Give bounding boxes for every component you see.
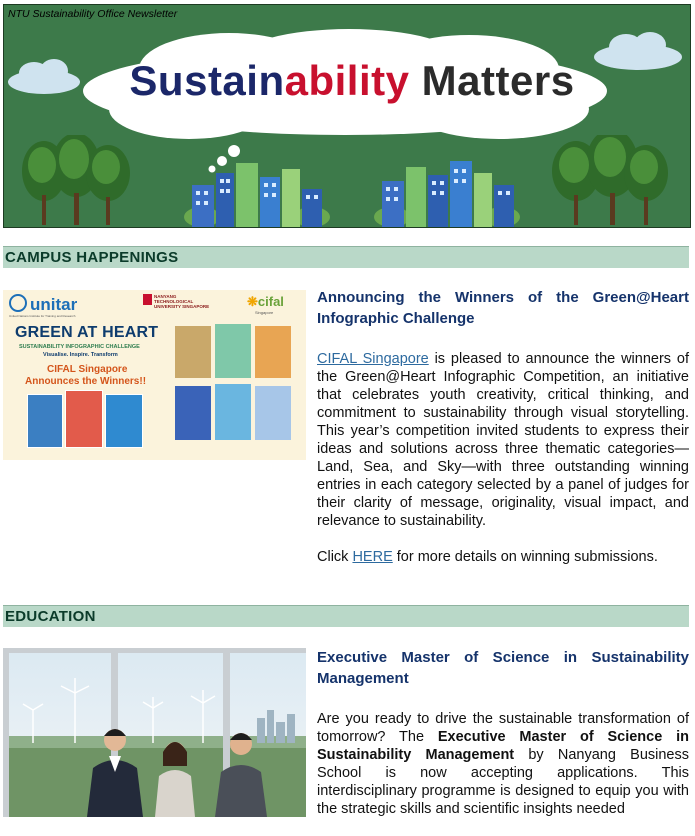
article-green-at-heart xyxy=(317,287,689,584)
title-part-matters: Matters xyxy=(409,57,575,104)
infographic-thumb xyxy=(255,326,291,378)
here-link[interactable]: HERE xyxy=(352,549,393,565)
cifal-logo: ❋cifal xyxy=(247,294,284,309)
cifal-singapore-link[interactable]: CIFAL Singapore xyxy=(317,351,429,367)
article-title: Executive Master of Science in Sustainability Management xyxy=(317,649,689,687)
infographic-thumb xyxy=(215,324,251,378)
article-executive-master xyxy=(317,647,689,836)
newsletter-banner xyxy=(3,4,691,228)
article-body: CIFAL Singapore is pleased to announce the winners of the Green@Heart Infographic Competition, an initiative that celebrates youth creativity, critical thinking, and commitment to sustainability through visual storytelling. This year’s competition invited students to express their ideas and solutions across three thematic categories—Land, Sea, and Sky—with three outstanding winning entries in each category selected by a panel of judges for their clarity of message, originality, visual impact, and relevance to sustainability. xyxy=(317,351,689,529)
programme-name: Executive Master of Science in Sustainability Management xyxy=(317,729,690,763)
unitar-subtitle: United Nations Institute for Training and Research xyxy=(9,314,76,318)
ntu-logo: NANYANG TECHNOLOGICAL UNIVERSITY SINGAPORE xyxy=(143,294,213,309)
trees-left-icon xyxy=(16,135,136,227)
poster-announce-line2: Announces the Winners!! xyxy=(25,376,147,387)
infographic-thumb xyxy=(215,384,251,440)
title-part-sustain: Sustain xyxy=(129,57,285,104)
ntu-crest-icon xyxy=(143,294,152,305)
trees-right-icon xyxy=(546,135,672,227)
unitar-logo: unitar xyxy=(9,294,77,315)
article-body: Are you ready to drive the sustainable transformation of tomorrow? The Executive Master of Science in Sustainability Management by Nanyang Business School is now accepting applications. This interdisciplinary programme is designed to equip you with the strategic skills and scientific insights needed xyxy=(317,711,690,817)
banner-title xyxy=(112,57,592,105)
infographic-thumb xyxy=(105,394,143,448)
poster-tagline: Visualise. Inspire. Transform xyxy=(43,352,118,358)
infographic-thumb xyxy=(255,386,291,440)
green-city-right-icon xyxy=(372,155,522,227)
business-meeting-photo-icon xyxy=(3,648,306,817)
poster-heading: GREEN AT HEART xyxy=(15,324,159,341)
infographic-thumb xyxy=(175,386,211,440)
green-city-left-icon xyxy=(182,155,332,227)
infographic-thumb xyxy=(65,390,103,448)
section-education: EDUCATION xyxy=(3,605,689,627)
cloud-left-icon xyxy=(4,57,84,97)
executive-master-photo[interactable] xyxy=(3,648,306,817)
poster-subheading: SUSTAINABILITY INFOGRAPHIC CHALLENGE xyxy=(19,344,140,350)
green-at-heart-poster[interactable] xyxy=(3,290,306,460)
article-title: Announcing the Winners of the Green@Heart Infographic Challenge xyxy=(317,289,689,327)
article-cta: Click HERE for more details on winning submissions. xyxy=(317,549,658,565)
newsletter-kicker: NTU Sustainability Office Newsletter xyxy=(8,8,178,20)
title-part-ability: ability xyxy=(284,57,410,104)
poster-announce-line1: CIFAL Singapore xyxy=(47,364,128,375)
cifal-subtitle: Singapore xyxy=(255,310,274,315)
section-campus-happenings: CAMPUS HAPPENINGS xyxy=(3,246,689,268)
infographic-thumb xyxy=(175,326,211,378)
infographic-thumb xyxy=(27,394,63,448)
